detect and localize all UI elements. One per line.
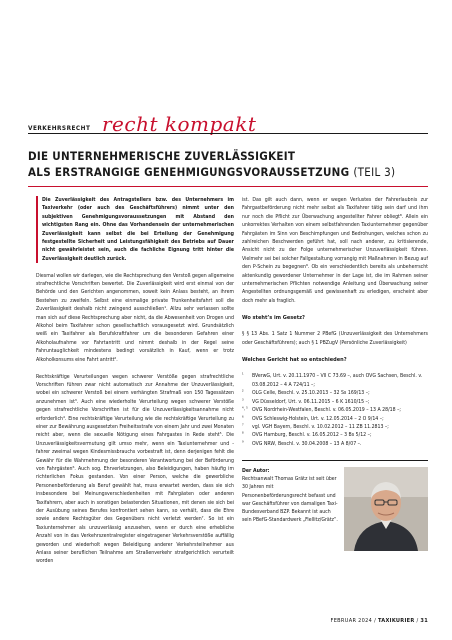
headline-line-2: ALS ERSTRANGIGE GENEHMIGUNGSVORAUSSETZUNG <box>28 165 350 179</box>
headline-line-2-wrap <box>28 164 428 180</box>
footnote-item: ⁷ vgl. VGH Bayern, Beschl. v. 10.02.2012 – 11 ZB 11.2813 –; <box>242 423 389 430</box>
right-column <box>242 196 428 448</box>
footnote-item: ⁴, ⁵ OVG Nordrhein-Westfalen, Beschl. v. 06.05.2019 – 13 A 28/18 –; <box>242 407 401 414</box>
section-header <box>28 112 428 134</box>
law-reference: § § 13 Abs. 1 Satz 1 Nummer 2 PBefG (Unzuverlässigkeit des Unternehmers oder Geschäftsführers); auch § 1 PBZugV (Persönliche Zuverlässigkeit) <box>242 331 428 346</box>
author-bio-block <box>242 467 338 524</box>
headline-part: (TEIL 3) <box>353 165 396 179</box>
footnote-item: ⁶ OVG Schleswig-Holstein, Urt. v. 12.05.2014 – 2 O 9/14 –; <box>242 415 384 422</box>
footer-magazine: TAXIKURIER <box>377 618 415 624</box>
law-subheading: Wo steht’s im Gesetz? <box>242 314 305 321</box>
article-headline <box>28 148 428 180</box>
author-label: Der Autor: <box>242 468 270 474</box>
headline-line-1: DIE UNTERNEHMERISCHE ZUVERLÄSSIGKEIT <box>28 149 296 163</box>
footnote-item: ⁸ OVG Hamburg, Beschl. v. 16.05.2012 – 3 Bs 5/12 –; <box>242 432 372 439</box>
footer-issue: FEBRUAR 2024 <box>330 618 373 624</box>
footer-separator: / <box>374 618 378 624</box>
footer-separator: / <box>416 618 421 624</box>
court-subheading: Welches Gericht hat so entschieden? <box>242 356 347 363</box>
page-footer <box>331 618 429 624</box>
footnote-item: ³ VG Düsseldorf, Urt. v. 06.11.2015 – 6 K 1610/15 –; <box>242 398 370 405</box>
body-paragraph: Diesmal wollen wir darlegen, wie die Rechtsprechung den Verstoß gegen allgemeine strafrechtliche Vorschriften bewertet. Die Zuverlässigkeit wird erst einmal von der Behörde und den Gerichten angenommen, soweit kein Anlass besteht, an ihrem Bestehen zu zweifeln. Selbst eine einmalige private Trunkenheitsfahrt soll die Zuverlässigkeit deshalb nicht zwingend ausschließen¹. Allzu sehr verlassen sollte man sich auf diese Rechtsprechung aber nicht, da die Abwesenheit von Drogen und Alkohol beim Taxifahrer schon gesellschaftlich vorausgesetzt wird. Grundsätzlich weiß ein Taxifahrer als Berufskraftfahrer um die besonderen Gefahren einer Alkoholaufnahme vor Fahrtantritt und nimmt deshalb in der Regel seine Fahruntauglichkeit mindestens bedingt vorsätzlich in Kauf, wenn er trotz Alkoholkonsums eine Fahrt antritt². <box>36 272 234 363</box>
footnote-item: ² OLG Celle, Beschl. v. 25.10.2013 – 32 Ss 169/13 –; <box>242 390 370 397</box>
article-intro: Die Zuverlässigkeit des Antragstellers bzw. des Unternehmers im Taxiverkehr (oder auch des Geschäftsführers) nimmt unter den subjektiven Genehmigungsvoraussetzungen mit Abstand den wichtigsten Rang ein. Ohne das Vorhandensein der unternehmerischen Zuverlässigkeit kann selbst die bei Erteilung der Genehmigung festgestellte Sicherheit und Leistungsfähigkeit des Betriebs auf Dauer nicht gewährleistet sein, auch die fachliche Eignung tritt hinter die Zuverlässigkeit deutlich zurück. <box>36 196 234 263</box>
author-box <box>242 460 428 551</box>
footnote-item: ⁹ OVG NRW, Beschl. v. 30.04.2008 – 13 A 8/07 –. <box>242 440 362 447</box>
body-paragraph: Rechtskräftige Verurteilungen wegen schwerer Verstöße gegen strafrechtliche Vorschriften führen zwar nicht automatisch zur Annahme der Unzuverlässigkeit, wobei ein schwerer Verstoß bei einem verhängten Strafmaß von 150 Tagessätzen anzunehmen ist³. Auch eine wiederholte Verurteilung wegen schwerer Verstöße gegen strafrechtliche Vorschriften ist für die Unzuverlässigkeitsannahme nicht erforderlich⁴. Eine rechtskräftige Verurteilung wie die rechtskräftige Verurteilung zu einer zur Bewährung ausgesetzten Freiheitsstrafe von einem Jahr und zwei Monaten reicht aber, wenn die sexuelle Nötigung eines Fahrgastes in Rede steht⁵. Die Unzuverlässigkeitsvermutung gilt umso mehr, wenn ein Taxiunternehmer und -fahrer zweimal wegen Kindesmissbrauchs vorbestraft ist, denn derjenigen fehlt die Gewähr für die Wahrnehmung der besonderen Verantwortung bei der Beförderung von Fahrgästen⁶. Auch sog. Ehrverletzungen, also Beleidigungen, haben häufig im richterlichen Fokus gestanden. Von einer Person, welche die gewerbliche Personenbeförderung als Beruf gewählt hat, muss erwartet werden, dass sie sich insbesondere bei Meinungsverschiedenheiten mit Fahrgästen oder anderen Taxifahrern, aber auch in sonstigen belastenden Situationen, mit denen sie sich bei der Ausübung seines Berufes konfrontiert sehen kann, so verhält, dass die Ehre sowie andere Rechtsgüter des Gegenübers nicht verletzt werden⁷. So ist ein Taxiunternehmer als unzuverlässig anzusehen, wenn er durch eine erhebliche Anzahl von in das Verkehrszentralregister eingetragener Verkehrsverstöße auffällig geworden und wiederholt wegen Beleidigung anderer Verkehrsteilnehmer aus Anlass seiner beruflichen Teilnahme am Straßenverkehr strafgerichtlich verurteilt worden <box>36 373 234 565</box>
author-portrait-illustration <box>344 467 428 551</box>
page-number: 31 <box>420 618 428 624</box>
headline-rule <box>28 186 428 187</box>
footnote-list <box>242 372 428 448</box>
author-bio: Rechtsanwalt Thomas Grätz ist seit über 30 Jahren mit Personenbeförderungsrecht befasst und war Geschäftsführer von damaligen Taxi-Bundesverband BZP. Bekannt ist auch sein PBefG-Standardwerk „Fiellitz/Grätz“. <box>242 476 338 524</box>
body-paragraph: ist. Das gilt auch dann, wenn er wegen Verlustes der Fahrerlaubnis zur Fahrgastbeförderung nicht mehr selbst als Taxifahrer tätig sein darf und ihm nur noch die Pflicht zur Überwachung angestellter Fahrer obliegt⁸. Allein ein unkorrektes Verhalten von einem selbstfahrenden Taxiunternehmer gegenüber Fahrgästen im Sinn von Beschimpfungen und Bedrohungen, welches schon zu zahlreichen Beschwerden geführt hat, soll nach anderer, zu kritisierende, Ansicht nicht zu der Folge unternehmerischer Unzuverlässigkeit führen. Vielmehr sei bei solcher Fallgestaltung vorrangig mit Maßnahmen in Bezug auf den P-Schein zu begegnen⁹. Ob ein verschiedentlich bereits als unbeherrscht aktenkundig gewordener Unternehmer in der Lage ist, die im Rahmen seiner unternehmerischen Pflichten notwendige Anleitung und Überwachung seiner Angestellten ordnungsgemäß und gewissenhaft zu erledigen, erscheint aber doch mehr als fraglich. <box>242 197 428 304</box>
column-title: recht kompakt <box>102 112 257 136</box>
author-photo <box>344 467 428 551</box>
section-kicker: VERKEHRSRECHT <box>28 124 91 132</box>
footnote-item: ¹ BVerwG, Urt. v. 20.11.1970 – VII C 73.69 –, auch OVG Sachsen, Beschl. v. 03.08.2012 – 4 A 724/11 –; <box>242 373 423 388</box>
left-column <box>36 196 234 574</box>
header-divider <box>28 133 428 134</box>
